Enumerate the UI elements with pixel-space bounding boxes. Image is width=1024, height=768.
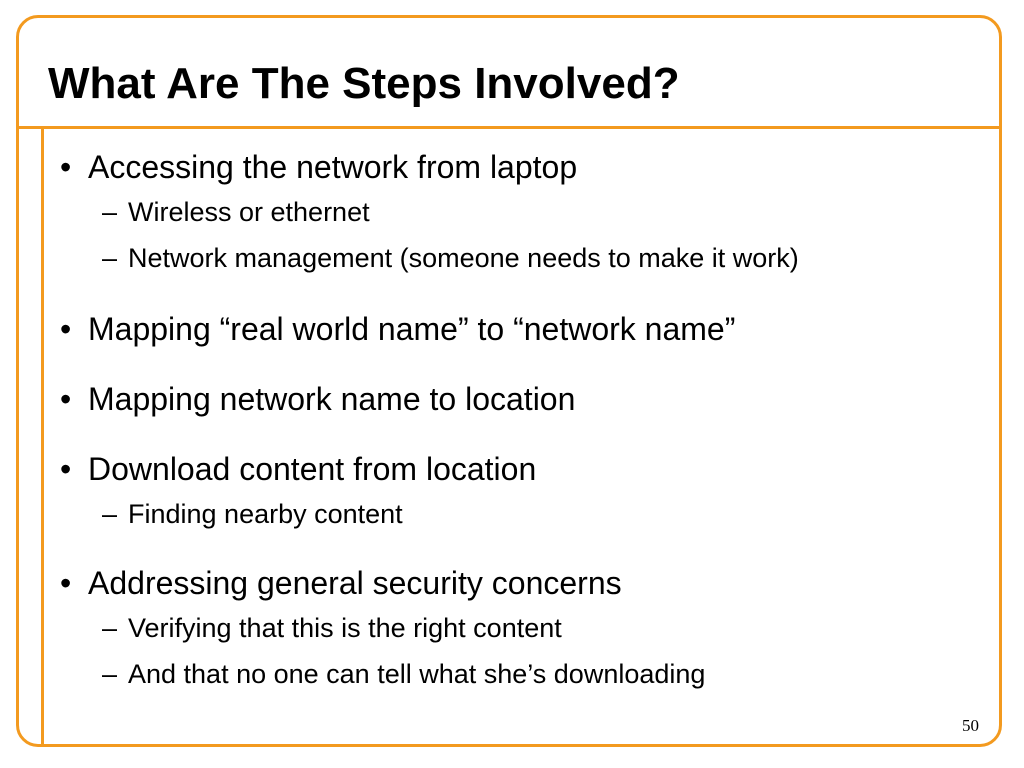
- dash-marker: –: [102, 197, 118, 227]
- bullet-list: [60, 145, 990, 697]
- bullet-marker: •: [60, 451, 72, 487]
- page-number: 50: [962, 716, 979, 735]
- title-divider: [18, 126, 1002, 129]
- sub-bullet-text: Wireless or ethernet: [128, 197, 370, 227]
- bullet-marker: •: [60, 381, 72, 417]
- bullet-item: [60, 145, 990, 189]
- bullet-item: [60, 447, 990, 491]
- sub-bullet-text: Finding nearby content: [128, 499, 403, 529]
- sub-bullet-item: [60, 235, 990, 281]
- sub-bullet-text: Network management (someone needs to make it work): [128, 243, 799, 273]
- dash-marker: –: [102, 499, 118, 529]
- sub-bullet-item: [60, 651, 990, 697]
- dash-marker: –: [102, 613, 118, 643]
- dash-marker: –: [102, 243, 118, 273]
- bullet-item: [60, 307, 990, 351]
- sub-bullet-text: And that no one can tell what she’s downloading: [128, 659, 706, 689]
- sub-bullet-text: Verifying that this is the right content: [128, 613, 562, 643]
- bullet-marker: •: [60, 149, 72, 185]
- bullet-text: Accessing the network from laptop: [88, 149, 578, 185]
- bullet-text: Mapping “real world name” to “network name”: [88, 311, 736, 347]
- bullet-item: [60, 561, 990, 605]
- sub-bullet-item: [60, 605, 990, 651]
- bullet-text: Download content from location: [88, 451, 537, 487]
- bullet-marker: •: [60, 311, 72, 347]
- bullet-marker: •: [60, 565, 72, 601]
- bullet-item: [60, 377, 990, 421]
- left-accent-rule: [41, 126, 44, 747]
- dash-marker: –: [102, 659, 118, 689]
- bullet-text: Addressing general security concerns: [88, 565, 622, 601]
- sub-bullet-item: [60, 491, 990, 537]
- bullet-text: Mapping network name to location: [88, 381, 576, 417]
- slide-title: What Are The Steps Involved?: [48, 59, 680, 108]
- sub-bullet-item: [60, 189, 990, 235]
